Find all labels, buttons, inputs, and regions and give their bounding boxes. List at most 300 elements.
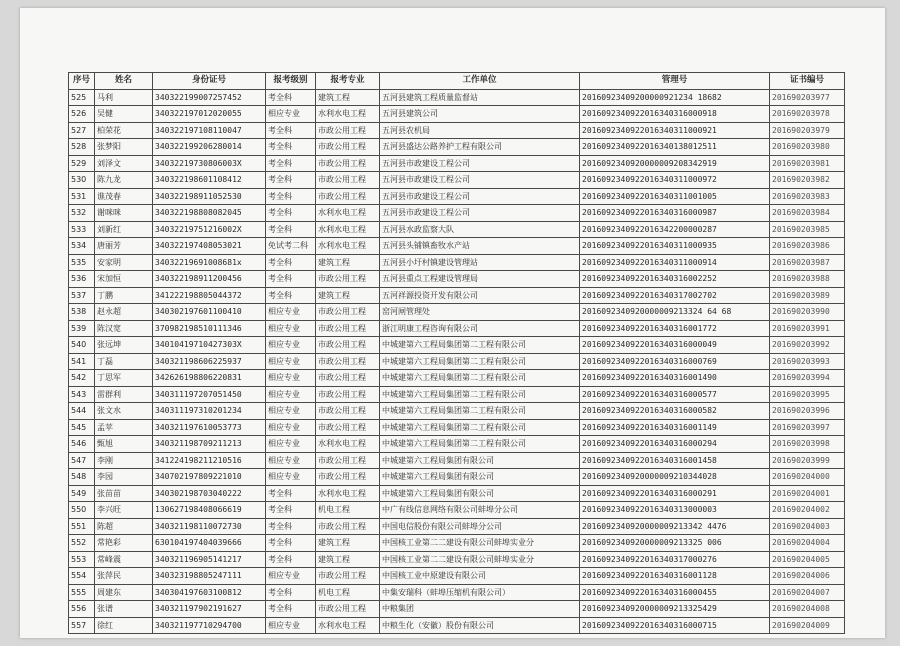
certificate-number: 201690203997 bbox=[770, 419, 845, 436]
person-name: 常峰震 bbox=[95, 551, 153, 568]
employer: 中国核工业第二二建设有限公司蚌埠实业分 bbox=[380, 551, 580, 568]
table-row bbox=[69, 584, 845, 601]
exam-level: 考全科 bbox=[266, 172, 316, 189]
certificate-number: 201690203977 bbox=[770, 89, 845, 106]
id-number: 34032219751216002X bbox=[153, 221, 266, 238]
employer: 中城建第六工程局集团有限公司 bbox=[380, 469, 580, 486]
exam-level: 相应专业 bbox=[266, 353, 316, 370]
exam-level: 考全科 bbox=[266, 139, 316, 156]
row-index: 555 bbox=[69, 584, 95, 601]
table-row bbox=[69, 617, 845, 634]
employer: 五河县头铺镇畜牧水产站 bbox=[380, 238, 580, 255]
table-row bbox=[69, 238, 845, 255]
employer: 中城建第六工程局集团第二工程有限公司 bbox=[380, 353, 580, 370]
id-number: 341222198805044372 bbox=[153, 287, 266, 304]
person-name: 徐红 bbox=[95, 617, 153, 634]
major: 市政公用工程 bbox=[316, 188, 380, 205]
employer: 五河县建筑工程质量监督站 bbox=[380, 89, 580, 106]
exam-level: 考全科 bbox=[266, 584, 316, 601]
employer: 五河县农机局 bbox=[380, 122, 580, 139]
id-number: 340322198911052530 bbox=[153, 188, 266, 205]
major: 市政公用工程 bbox=[316, 155, 380, 172]
exam-level: 考全科 bbox=[266, 271, 316, 288]
id-number: 340304197603100812 bbox=[153, 584, 266, 601]
table-row bbox=[69, 155, 845, 172]
management-number: 2016092340922016340316000582 bbox=[580, 403, 770, 420]
management-number: 2016092340922016340316000987 bbox=[580, 205, 770, 222]
exam-level: 相应专业 bbox=[266, 386, 316, 403]
major: 市政公用工程 bbox=[316, 601, 380, 618]
certificate-number: 201690204008 bbox=[770, 601, 845, 618]
certificate-number: 201690203993 bbox=[770, 353, 845, 370]
exam-level: 考全科 bbox=[266, 518, 316, 535]
major: 市政公用工程 bbox=[316, 518, 380, 535]
row-index: 531 bbox=[69, 188, 95, 205]
certificate-number: 201690204007 bbox=[770, 584, 845, 601]
exam-level: 考全科 bbox=[266, 502, 316, 519]
certificate-number: 201690204004 bbox=[770, 535, 845, 552]
table-row bbox=[69, 139, 845, 156]
row-index: 545 bbox=[69, 419, 95, 436]
id-number: 340323198805247111 bbox=[153, 568, 266, 585]
table-row bbox=[69, 337, 845, 354]
exam-level: 相应专业 bbox=[266, 617, 316, 634]
major: 建筑工程 bbox=[316, 287, 380, 304]
major: 市政公用工程 bbox=[316, 353, 380, 370]
person-name: 张萍民 bbox=[95, 568, 153, 585]
table-row bbox=[69, 221, 845, 238]
id-number: 340321197902191627 bbox=[153, 601, 266, 618]
exam-level: 考全科 bbox=[266, 122, 316, 139]
table-row bbox=[69, 485, 845, 502]
header-employer: 工作单位 bbox=[380, 73, 580, 90]
row-index: 556 bbox=[69, 601, 95, 618]
row-index: 557 bbox=[69, 617, 95, 634]
id-number: 630104197404039666 bbox=[153, 535, 266, 552]
exam-level: 相应专业 bbox=[266, 436, 316, 453]
id-number: 370982198510111346 bbox=[153, 320, 266, 337]
certificate-number: 201690203998 bbox=[770, 436, 845, 453]
id-number: 340321196905141217 bbox=[153, 551, 266, 568]
row-index: 552 bbox=[69, 535, 95, 552]
employer: 中集安瑞科（蚌埠压缩机有限公司） bbox=[380, 584, 580, 601]
table-row bbox=[69, 535, 845, 552]
table-row bbox=[69, 122, 845, 139]
row-index: 549 bbox=[69, 485, 95, 502]
person-name: 甄旭 bbox=[95, 436, 153, 453]
major: 建筑工程 bbox=[316, 89, 380, 106]
major: 市政公用工程 bbox=[316, 403, 380, 420]
certificate-number: 201690203984 bbox=[770, 205, 845, 222]
major: 机电工程 bbox=[316, 584, 380, 601]
employer: 中国核工业中原建设有限公司 bbox=[380, 568, 580, 585]
certificate-number: 201690203989 bbox=[770, 287, 845, 304]
management-number: 2016092340920000009213325429 bbox=[580, 601, 770, 618]
row-index: 537 bbox=[69, 287, 95, 304]
major: 市政公用工程 bbox=[316, 386, 380, 403]
table-row bbox=[69, 403, 845, 420]
certificate-number: 201690204003 bbox=[770, 518, 845, 535]
major: 建筑工程 bbox=[316, 535, 380, 552]
major: 市政公用工程 bbox=[316, 568, 380, 585]
table-row bbox=[69, 172, 845, 189]
major: 水利水电工程 bbox=[316, 238, 380, 255]
row-index: 539 bbox=[69, 320, 95, 337]
table-row bbox=[69, 436, 845, 453]
certificate-number: 201690203996 bbox=[770, 403, 845, 420]
major: 水利水电工程 bbox=[316, 106, 380, 123]
header-index: 序号 bbox=[69, 73, 95, 90]
certificate-number: 201690203990 bbox=[770, 304, 845, 321]
employer: 中城建第六工程局集团第二工程有限公司 bbox=[380, 436, 580, 453]
certificate-number: 201690204000 bbox=[770, 469, 845, 486]
row-index: 544 bbox=[69, 403, 95, 420]
management-number: 2016092340922016340316002252 bbox=[580, 271, 770, 288]
id-number: 130627198408066619 bbox=[153, 502, 266, 519]
exam-level: 相应专业 bbox=[266, 568, 316, 585]
management-number: 2016092340922016340317002702 bbox=[580, 287, 770, 304]
major: 机电工程 bbox=[316, 502, 380, 519]
management-number: 2016092340922016340316000455 bbox=[580, 584, 770, 601]
certificate-number: 201690203995 bbox=[770, 386, 845, 403]
major: 水利水电工程 bbox=[316, 221, 380, 238]
row-index: 553 bbox=[69, 551, 95, 568]
certificate-number: 201690204009 bbox=[770, 617, 845, 634]
id-number: 340322198808082045 bbox=[153, 205, 266, 222]
certificate-number: 201690203994 bbox=[770, 370, 845, 387]
row-index: 528 bbox=[69, 139, 95, 156]
person-name: 马利 bbox=[95, 89, 153, 106]
certificate-number: 201690203978 bbox=[770, 106, 845, 123]
table-header-row bbox=[69, 73, 845, 90]
table-row bbox=[69, 370, 845, 387]
employer: 五河祥源投资开发有限公司 bbox=[380, 287, 580, 304]
management-number: 2016092340922016340317000276 bbox=[580, 551, 770, 568]
management-number: 2016092340920000009213342 4476 bbox=[580, 518, 770, 535]
exam-level: 相应专业 bbox=[266, 304, 316, 321]
row-index: 547 bbox=[69, 452, 95, 469]
certificate-number: 201690203981 bbox=[770, 155, 845, 172]
employer: 中城建第六工程局集团第二工程有限公司 bbox=[380, 386, 580, 403]
row-index: 541 bbox=[69, 353, 95, 370]
table-row bbox=[69, 568, 845, 585]
id-number: 340322199206280014 bbox=[153, 139, 266, 156]
major: 市政公用工程 bbox=[316, 370, 380, 387]
row-index: 550 bbox=[69, 502, 95, 519]
person-name: 刘新红 bbox=[95, 221, 153, 238]
exam-level: 考全科 bbox=[266, 551, 316, 568]
person-name: 丁鹏 bbox=[95, 287, 153, 304]
exam-level: 考全科 bbox=[266, 254, 316, 271]
management-number: 2016092340922016340316000918 bbox=[580, 106, 770, 123]
person-name: 唐丽芳 bbox=[95, 238, 153, 255]
employer: 五河县市政建设工程公司 bbox=[380, 155, 580, 172]
exam-roster-table bbox=[68, 72, 845, 634]
table-row bbox=[69, 452, 845, 469]
employer: 中国电信股份有限公司蚌埠分公司 bbox=[380, 518, 580, 535]
management-number: 2016092340920000009213324 64 68 bbox=[580, 304, 770, 321]
certificate-number: 201690204006 bbox=[770, 568, 845, 585]
major: 市政公用工程 bbox=[316, 320, 380, 337]
major: 水利水电工程 bbox=[316, 617, 380, 634]
employer: 中国核工业第二二建设有限公司蚌埠实业分 bbox=[380, 535, 580, 552]
person-name: 丁磊 bbox=[95, 353, 153, 370]
major: 水利水电工程 bbox=[316, 436, 380, 453]
id-number: 340321198110072730 bbox=[153, 518, 266, 535]
exam-level: 相应专业 bbox=[266, 370, 316, 387]
row-index: 540 bbox=[69, 337, 95, 354]
person-name: 李园 bbox=[95, 469, 153, 486]
exam-level: 考全科 bbox=[266, 155, 316, 172]
table-row bbox=[69, 518, 845, 535]
management-number: 2016092340922016340316001128 bbox=[580, 568, 770, 585]
management-number: 2016092340922016340311000921 bbox=[580, 122, 770, 139]
employer: 中城建第六工程局集团第二工程有限公司 bbox=[380, 419, 580, 436]
management-number: 2016092340922016340316001149 bbox=[580, 419, 770, 436]
management-number: 2016092340922016342200000287 bbox=[580, 221, 770, 238]
certificate-number: 201690203991 bbox=[770, 320, 845, 337]
management-number: 20160923409200000921234 18682 bbox=[580, 89, 770, 106]
id-number: 340302198703040222 bbox=[153, 485, 266, 502]
management-number: 2016092340922016340316000294 bbox=[580, 436, 770, 453]
employer: 中广有线信息网络有限公司蚌埠分公司 bbox=[380, 502, 580, 519]
employer: 五河县小圩村镇建设管理站 bbox=[380, 254, 580, 271]
management-number: 2016092340922016340316001772 bbox=[580, 320, 770, 337]
id-number: 341224198211210516 bbox=[153, 452, 266, 469]
id-number: 340322198601108412 bbox=[153, 172, 266, 189]
table-body bbox=[69, 89, 845, 634]
table-row bbox=[69, 353, 845, 370]
certificate-number: 201690203980 bbox=[770, 139, 845, 156]
row-index: 542 bbox=[69, 370, 95, 387]
header-certificate-number: 证书编号 bbox=[770, 73, 845, 90]
id-number: 340302197601100410 bbox=[153, 304, 266, 321]
row-index: 535 bbox=[69, 254, 95, 271]
exam-level: 考全科 bbox=[266, 221, 316, 238]
header-major: 报考专业 bbox=[316, 73, 380, 90]
table-row bbox=[69, 419, 845, 436]
certificate-number: 201690203982 bbox=[770, 172, 845, 189]
employer: 中粮集团 bbox=[380, 601, 580, 618]
person-name: 陈超 bbox=[95, 518, 153, 535]
row-index: 529 bbox=[69, 155, 95, 172]
person-name: 李兴旺 bbox=[95, 502, 153, 519]
major: 市政公用工程 bbox=[316, 122, 380, 139]
major: 水利水电工程 bbox=[316, 485, 380, 502]
management-number: 2016092340922016340316000291 bbox=[580, 485, 770, 502]
employer: 中城建第六工程局集团第二工程有限公司 bbox=[380, 370, 580, 387]
row-index: 546 bbox=[69, 436, 95, 453]
id-number: 340321197610053773 bbox=[153, 419, 266, 436]
management-number: 2016092340922016340311001005 bbox=[580, 188, 770, 205]
employer: 中城建第六工程局集团有限公司 bbox=[380, 452, 580, 469]
person-name: 张梦阳 bbox=[95, 139, 153, 156]
employer: 窑河闸管理处 bbox=[380, 304, 580, 321]
row-index: 536 bbox=[69, 271, 95, 288]
employer: 中城建第六工程局集团第二工程有限公司 bbox=[380, 337, 580, 354]
management-number: 2016092340922016340138012511 bbox=[580, 139, 770, 156]
person-name: 吴健 bbox=[95, 106, 153, 123]
id-number: 340322198911200456 bbox=[153, 271, 266, 288]
management-number: 2016092340922016340316000769 bbox=[580, 353, 770, 370]
row-index: 527 bbox=[69, 122, 95, 139]
id-number: 340322199007257452 bbox=[153, 89, 266, 106]
person-name: 陈汉宽 bbox=[95, 320, 153, 337]
management-number: 2016092340922016340313000003 bbox=[580, 502, 770, 519]
person-name: 常艳彩 bbox=[95, 535, 153, 552]
employer: 浙江明康工程咨询有限公司 bbox=[380, 320, 580, 337]
person-name: 刘泽文 bbox=[95, 155, 153, 172]
person-name: 安家明 bbox=[95, 254, 153, 271]
certificate-number: 201690203985 bbox=[770, 221, 845, 238]
employer: 五河县市政建设工程公司 bbox=[380, 188, 580, 205]
employer: 五河县盛达公路养护工程有限公司 bbox=[380, 139, 580, 156]
row-index: 533 bbox=[69, 221, 95, 238]
management-number: 2016092340922016340311000914 bbox=[580, 254, 770, 271]
employer: 中城建第六工程局集团有限公司 bbox=[380, 485, 580, 502]
exam-level: 考全科 bbox=[266, 205, 316, 222]
exam-level: 考全科 bbox=[266, 287, 316, 304]
management-number: 2016092340922016340311000935 bbox=[580, 238, 770, 255]
exam-level: 考全科 bbox=[266, 89, 316, 106]
header-name: 姓名 bbox=[95, 73, 153, 90]
table-row bbox=[69, 386, 845, 403]
certificate-number: 201690204001 bbox=[770, 485, 845, 502]
table-row bbox=[69, 469, 845, 486]
management-number: 2016092340922016340316001458 bbox=[580, 452, 770, 469]
exam-level: 相应专业 bbox=[266, 106, 316, 123]
id-number: 34032219691008681x bbox=[153, 254, 266, 271]
table-row bbox=[69, 502, 845, 519]
major: 市政公用工程 bbox=[316, 271, 380, 288]
person-name: 丁思军 bbox=[95, 370, 153, 387]
major: 市政公用工程 bbox=[316, 172, 380, 189]
certificate-number: 201690203992 bbox=[770, 337, 845, 354]
table-row bbox=[69, 287, 845, 304]
management-number: 2016092340920000009208342919 bbox=[580, 155, 770, 172]
management-number: 2016092340920000009213325 006 bbox=[580, 535, 770, 552]
table-row bbox=[69, 601, 845, 618]
exam-level: 考全科 bbox=[266, 485, 316, 502]
person-name: 赵永超 bbox=[95, 304, 153, 321]
person-name: 陈九龙 bbox=[95, 172, 153, 189]
certificate-number: 201690203979 bbox=[770, 122, 845, 139]
scanned-page bbox=[20, 8, 885, 638]
person-name: 张苗苗 bbox=[95, 485, 153, 502]
major: 市政公用工程 bbox=[316, 452, 380, 469]
management-number: 2016092340922016340316000715 bbox=[580, 617, 770, 634]
certificate-number: 201690204005 bbox=[770, 551, 845, 568]
management-number: 2016092340922016340316000049 bbox=[580, 337, 770, 354]
table-row bbox=[69, 89, 845, 106]
id-number: 340321197710294700 bbox=[153, 617, 266, 634]
major: 市政公用工程 bbox=[316, 469, 380, 486]
management-number: 2016092340922016340316000577 bbox=[580, 386, 770, 403]
table-row bbox=[69, 254, 845, 271]
certificate-number: 201690203983 bbox=[770, 188, 845, 205]
person-name: 张谱 bbox=[95, 601, 153, 618]
id-number: 340311197207051450 bbox=[153, 386, 266, 403]
id-number: 34032219730806003X bbox=[153, 155, 266, 172]
employer: 五河县市政建设工程公司 bbox=[380, 205, 580, 222]
employer: 五河县水政监察大队 bbox=[380, 221, 580, 238]
exam-level: 免试考二科 bbox=[266, 238, 316, 255]
table-row bbox=[69, 271, 845, 288]
person-name: 谯茂春 bbox=[95, 188, 153, 205]
row-index: 551 bbox=[69, 518, 95, 535]
id-number: 342626198806220831 bbox=[153, 370, 266, 387]
exam-level: 考全科 bbox=[266, 601, 316, 618]
major: 建筑工程 bbox=[316, 551, 380, 568]
header-exam-level: 报考级别 bbox=[266, 73, 316, 90]
exam-level: 相应专业 bbox=[266, 469, 316, 486]
certificate-number: 201690203986 bbox=[770, 238, 845, 255]
certificate-number: 201690203999 bbox=[770, 452, 845, 469]
table-row bbox=[69, 188, 845, 205]
person-name: 李刚 bbox=[95, 452, 153, 469]
major: 市政公用工程 bbox=[316, 337, 380, 354]
employer: 五河县市政建设工程公司 bbox=[380, 172, 580, 189]
employer: 五河县建筑公司 bbox=[380, 106, 580, 123]
table-row bbox=[69, 320, 845, 337]
row-index: 554 bbox=[69, 568, 95, 585]
certificate-number: 201690203988 bbox=[770, 271, 845, 288]
header-id-number: 身份证号 bbox=[153, 73, 266, 90]
table-row bbox=[69, 551, 845, 568]
header-management-number: 管理号 bbox=[580, 73, 770, 90]
id-number: 340321198709211213 bbox=[153, 436, 266, 453]
employer: 五河县重点工程建设管理局 bbox=[380, 271, 580, 288]
major: 建筑工程 bbox=[316, 254, 380, 271]
row-index: 525 bbox=[69, 89, 95, 106]
row-index: 543 bbox=[69, 386, 95, 403]
id-number: 340311197310201234 bbox=[153, 403, 266, 420]
table-row bbox=[69, 304, 845, 321]
person-name: 柏荣花 bbox=[95, 122, 153, 139]
id-number: 340322197012020055 bbox=[153, 106, 266, 123]
exam-level: 相应专业 bbox=[266, 452, 316, 469]
exam-level: 考全科 bbox=[266, 188, 316, 205]
person-name: 张远坤 bbox=[95, 337, 153, 354]
row-index: 526 bbox=[69, 106, 95, 123]
person-name: 张文水 bbox=[95, 403, 153, 420]
major: 市政公用工程 bbox=[316, 139, 380, 156]
id-number: 340322197408053021 bbox=[153, 238, 266, 255]
certificate-number: 201690204002 bbox=[770, 502, 845, 519]
id-number: 340322197108110047 bbox=[153, 122, 266, 139]
row-index: 548 bbox=[69, 469, 95, 486]
major: 市政公用工程 bbox=[316, 419, 380, 436]
person-name: 宋加恒 bbox=[95, 271, 153, 288]
id-number: 34010419710427303X bbox=[153, 337, 266, 354]
id-number: 340321198606225937 bbox=[153, 353, 266, 370]
employer: 中粮生化（安徽）股份有限公司 bbox=[380, 617, 580, 634]
person-name: 谢咪咪 bbox=[95, 205, 153, 222]
exam-level: 考全科 bbox=[266, 535, 316, 552]
management-number: 2016092340922016340316001490 bbox=[580, 370, 770, 387]
exam-level: 相应专业 bbox=[266, 337, 316, 354]
table-row bbox=[69, 106, 845, 123]
management-number: 2016092340922016340311000972 bbox=[580, 172, 770, 189]
row-index: 530 bbox=[69, 172, 95, 189]
id-number: 340702197809221010 bbox=[153, 469, 266, 486]
major: 水利水电工程 bbox=[316, 205, 380, 222]
person-name: 周建东 bbox=[95, 584, 153, 601]
row-index: 534 bbox=[69, 238, 95, 255]
exam-level: 相应专业 bbox=[266, 403, 316, 420]
certificate-number: 201690203987 bbox=[770, 254, 845, 271]
exam-level: 相应专业 bbox=[266, 320, 316, 337]
